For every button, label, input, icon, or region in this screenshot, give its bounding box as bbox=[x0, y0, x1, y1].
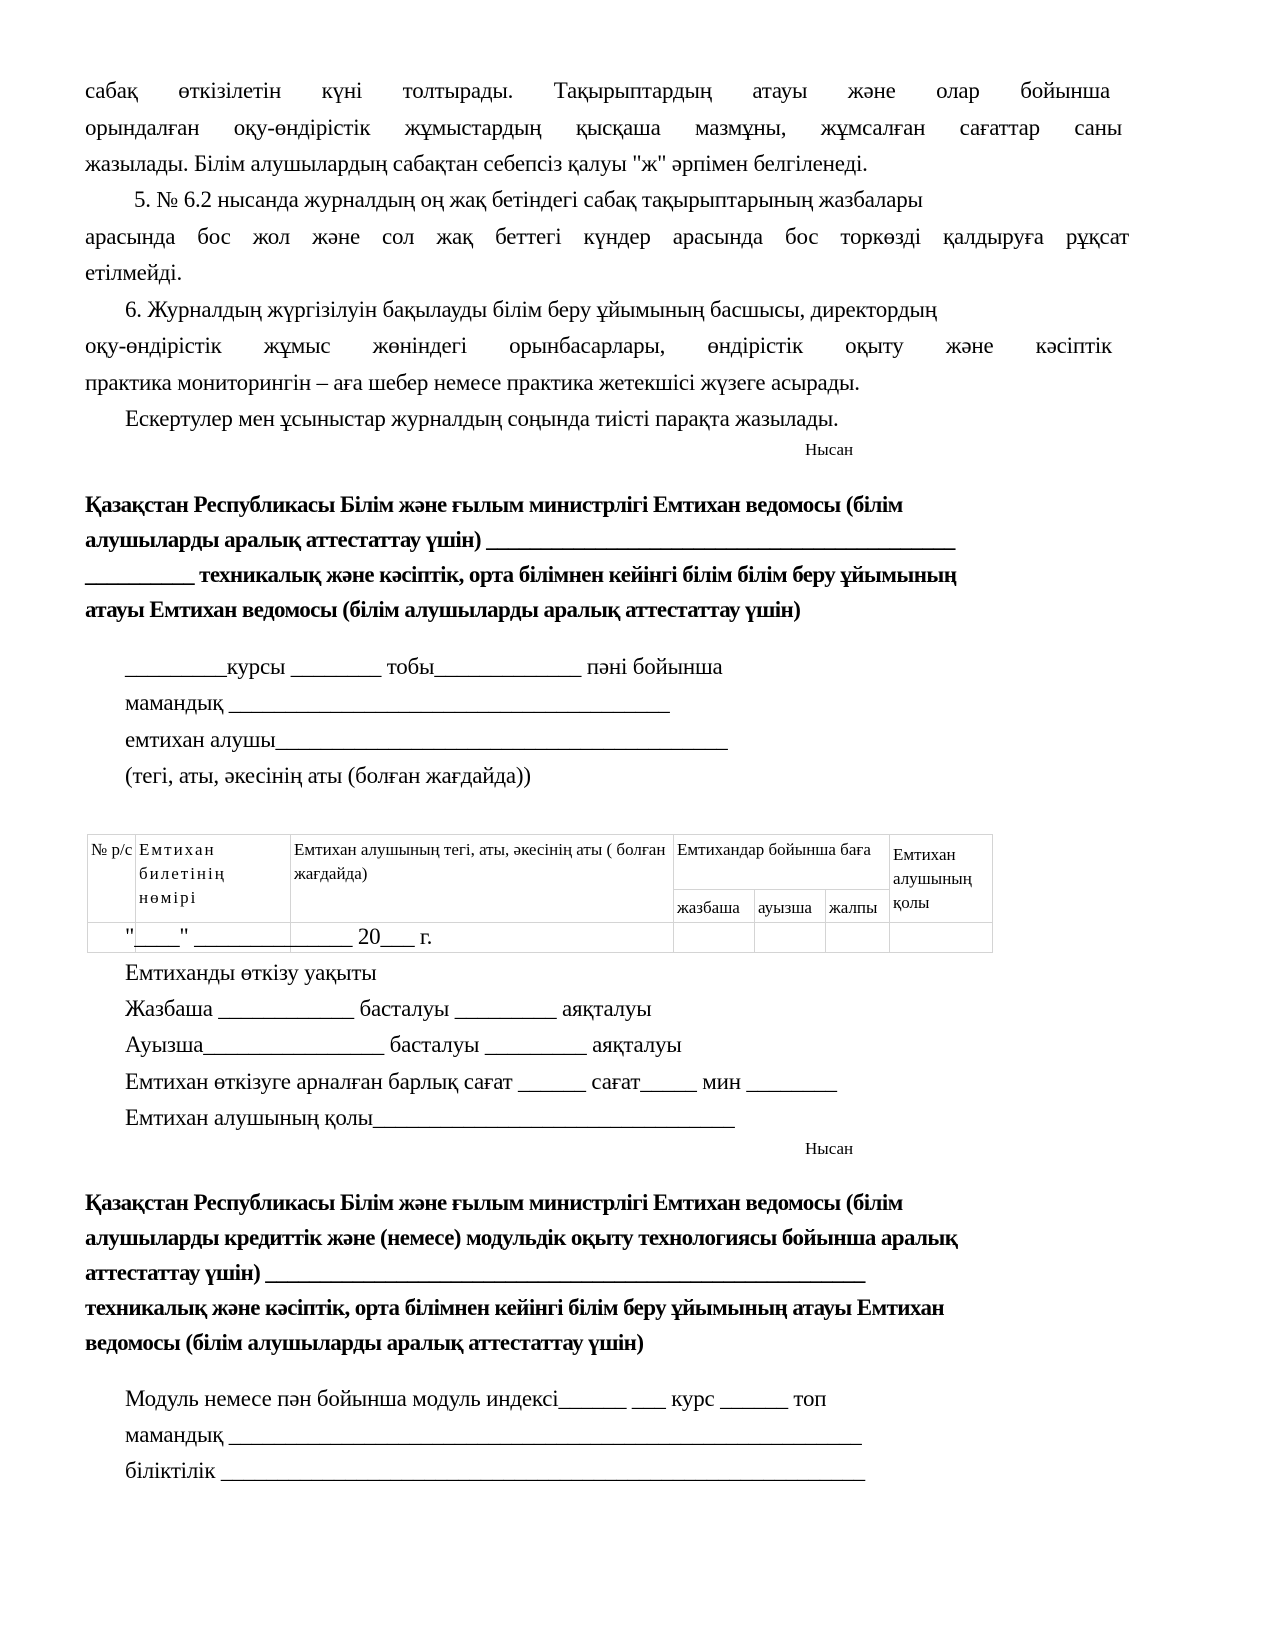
specialty-field[interactable]: мамандық ________________________________________________________ bbox=[125, 1422, 862, 1447]
paragraph-item-6: 6. Журналдың жүргізілуін бақылауды білім беру ұйымының басшысы, директордың bbox=[125, 297, 937, 322]
paragraph-line: арасында бос жол және сол жақ беттегі күндер арасында бос торкөзді қалдыруға рұқсат bbox=[85, 224, 1129, 249]
paragraph-line: етілмейді. bbox=[85, 260, 183, 285]
examiner-field[interactable]: емтихан алушы________________________________________ bbox=[125, 727, 728, 752]
form-title-line: алушыларды кредиттік және (немесе) модульдік оқыту технологиясы бойынша аралық bbox=[85, 1225, 958, 1250]
header-num: № р/с bbox=[88, 835, 136, 923]
paragraph-line: сабақ өткізілетін күні толтырады. Тақырыптардың атауы және олар бойынша bbox=[85, 78, 1110, 103]
oral-time-field[interactable]: Ауызша________________ басталуы _________ аяқталуы bbox=[125, 1032, 682, 1057]
subheader-oral: ауызша bbox=[755, 890, 826, 923]
paragraph-line: орындалған оқу-өндірістік жұмыстардың қысқаша мазмұны, жұмсалған сағаттар саны bbox=[85, 115, 1122, 140]
header-ticket-text: Емтихан билетінің нөмірі bbox=[139, 840, 226, 907]
table-header-row bbox=[88, 835, 993, 890]
form-label: Нысан bbox=[805, 440, 854, 459]
date-field[interactable]: "____" ______________ 20___ г. bbox=[125, 924, 433, 949]
table-cell[interactable] bbox=[674, 923, 755, 953]
table-cell[interactable] bbox=[755, 923, 826, 953]
total-hours-field[interactable]: Емтихан өткізуге арналған барлық сағат ______ сағат_____ мин ________ bbox=[125, 1069, 837, 1094]
form-title-line: Қазақстан Республикасы Білім және ғылым министрлігі Емтихан ведомосы (білім bbox=[85, 492, 903, 517]
paragraph-line: практика мониторингін – аға шебер немесе практика жетекшісі жүзеге асырады. bbox=[85, 370, 860, 395]
paragraph-line: жазылады. Білім алушылардың сабақтан себепсіз қалуы "ж" әрпімен белгіленеді. bbox=[85, 151, 868, 176]
subheader-total: жалпы bbox=[826, 890, 890, 923]
table-cell[interactable] bbox=[890, 923, 993, 953]
form-title-line: __________ техникалық және кәсіптік, орта білімнен кейінгі білім білім беру ұйымының bbox=[85, 562, 957, 587]
header-grades: Емтихандар бойынша баға bbox=[674, 835, 890, 890]
table-cell[interactable] bbox=[826, 923, 890, 953]
paragraph-note: Ескертулер мен ұсыныстар журналдың соңында тиісті парақта жазылады. bbox=[125, 406, 839, 431]
form-title-line: аттестаттау үшін) _______________________________________________________ bbox=[85, 1260, 865, 1285]
form-title-line: атауы Емтихан ведомосы (білім алушыларды аралық аттестаттау үшін) bbox=[85, 597, 801, 622]
specialty-field[interactable]: мамандық _______________________________________ bbox=[125, 690, 670, 715]
header-ticket bbox=[136, 835, 291, 923]
form-label: Нысан bbox=[805, 1139, 854, 1158]
form-title-line: алушыларды аралық аттестаттау үшін) ___________________________________________ bbox=[85, 527, 955, 552]
form-title-line: ведомосы (білім алушыларды аралық аттестаттау үшін) bbox=[85, 1330, 644, 1355]
module-index-field[interactable]: Модуль немесе пән бойынша модуль индексі______ ___ курс ______ топ bbox=[125, 1386, 827, 1411]
header-signature: Емтихан алушының қолы bbox=[890, 835, 993, 923]
form-title-line: техникалық және кәсіптік, орта білімнен кейінгі білім беру ұйымының атауы Емтихан bbox=[85, 1295, 945, 1320]
header-name: Емтихан алушының тегі, аты, әкесінің аты ( болған жағдайда) bbox=[291, 835, 674, 923]
written-time-field[interactable]: Жазбаша ____________ басталуы _________ аяқталуы bbox=[125, 996, 652, 1021]
course-group-subject-field[interactable]: _________курсы ________ тобы_____________ пәні бойынша bbox=[125, 654, 723, 679]
paragraph-item-5: 5. № 6.2 нысанда журналдың оң жақ бетіндегі сабақ тақырыптарының жазбалары bbox=[134, 187, 923, 212]
examiner-field-hint: (тегі, аты, әкесінің аты (болған жағдайда)) bbox=[125, 763, 531, 788]
form-title-line: Қазақстан Республикасы Білім және ғылым министрлігі Емтихан ведомосы (білім bbox=[85, 1190, 903, 1215]
subheader-written: жазбаша bbox=[674, 890, 755, 923]
paragraph-line: оқу-өндірістік жұмыс жөніндегі орынбасарлары, өндірістік оқыту және кәсіптік bbox=[85, 333, 1112, 358]
qualification-field[interactable]: біліктілік _________________________________________________________ bbox=[125, 1458, 865, 1483]
examiner-signature-field[interactable]: Емтихан алушының қолы________________________________ bbox=[125, 1105, 735, 1130]
exam-time-title: Емтиханды өткізу уақыты bbox=[125, 960, 377, 985]
